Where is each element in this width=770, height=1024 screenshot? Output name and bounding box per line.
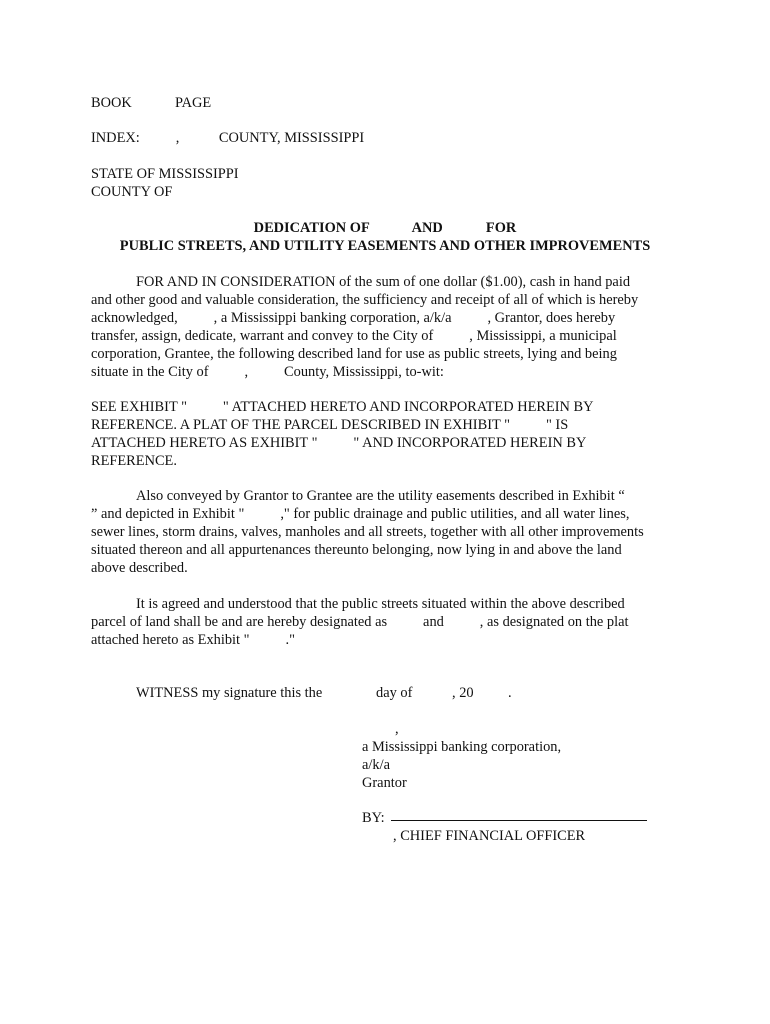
consideration-line: corporation, Grantee, the following described land for use as public streets, lying and being bbox=[91, 346, 617, 362]
witness-text: WITNESS my signature this the bbox=[136, 685, 323, 701]
exhibit-line: SEE EXHIBIT " " ATTACHED HERETO AND INCORPORATED HEREIN BY bbox=[91, 399, 594, 415]
index-line: INDEX: , COUNTY, MISSISSIPPI bbox=[91, 130, 365, 146]
by-label: BY: bbox=[362, 810, 385, 826]
easement-line: ” and depicted in Exhibit " ," for public drainage and public utilities, and all water lines, bbox=[91, 506, 630, 522]
grantor-role: Grantor bbox=[362, 775, 407, 791]
consideration-line: and other good and valuable consideration, the sufficiency and receipt of all of which is hereby bbox=[91, 292, 639, 308]
document-subtitle: PUBLIC STREETS, AND UTILITY EASEMENTS AND OTHER IMPROVEMENTS bbox=[119, 238, 651, 254]
witness-day: day of bbox=[376, 685, 413, 701]
officer-title: , CHIEF FINANCIAL OFFICER bbox=[393, 828, 586, 844]
grantor-aka: a/k/a bbox=[362, 757, 390, 773]
designation-line: It is agreed and understood that the public streets situated within the above described bbox=[136, 596, 625, 612]
easement-line: situated thereon and all appurtenances thereunto belonging, now lying in and above the land bbox=[91, 542, 622, 558]
exhibit-line: REFERENCE. bbox=[91, 453, 177, 469]
state-line: STATE OF MISSISSIPPI bbox=[91, 166, 239, 182]
grantor-corp: a Mississippi banking corporation, bbox=[362, 739, 562, 755]
consideration-line: FOR AND IN CONSIDERATION of the sum of one dollar ($1.00), cash in hand paid bbox=[136, 274, 631, 290]
designation-line: attached hereto as Exhibit " ." bbox=[91, 632, 295, 648]
county-line: COUNTY OF bbox=[91, 184, 173, 200]
easement-line: above described. bbox=[91, 560, 188, 576]
document-title: DEDICATION OF AND FOR bbox=[253, 220, 517, 236]
witness-period: . bbox=[508, 685, 512, 701]
signature-line bbox=[391, 820, 647, 821]
exhibit-line: REFERENCE. A PLAT OF THE PARCEL DESCRIBED IN EXHIBIT " " IS bbox=[91, 417, 569, 433]
exhibit-line: ATTACHED HERETO AS EXHIBIT " " AND INCORPORATED HEREIN BY bbox=[91, 435, 587, 451]
book-page-line: BOOK PAGE bbox=[91, 95, 212, 111]
designation-line: parcel of land shall be and are hereby designated as and , as designated on the plat bbox=[91, 614, 629, 630]
grantor-name-blank: , bbox=[395, 721, 399, 737]
easement-line: Also conveyed by Grantor to Grantee are the utility easements described in Exhibit “ bbox=[136, 488, 625, 504]
consideration-line: transfer, assign, dedicate, warrant and convey to the City of , Mississippi, a municipal bbox=[91, 328, 617, 344]
witness-year: , 20 bbox=[452, 685, 474, 701]
easement-line: sewer lines, storm drains, valves, manholes and all streets, together with all other improvements bbox=[91, 524, 644, 540]
consideration-line: situate in the City of , County, Mississippi, to-wit: bbox=[91, 364, 444, 380]
consideration-line: acknowledged, , a Mississippi banking corporation, a/k/a , Grantor, does hereby bbox=[91, 310, 616, 326]
